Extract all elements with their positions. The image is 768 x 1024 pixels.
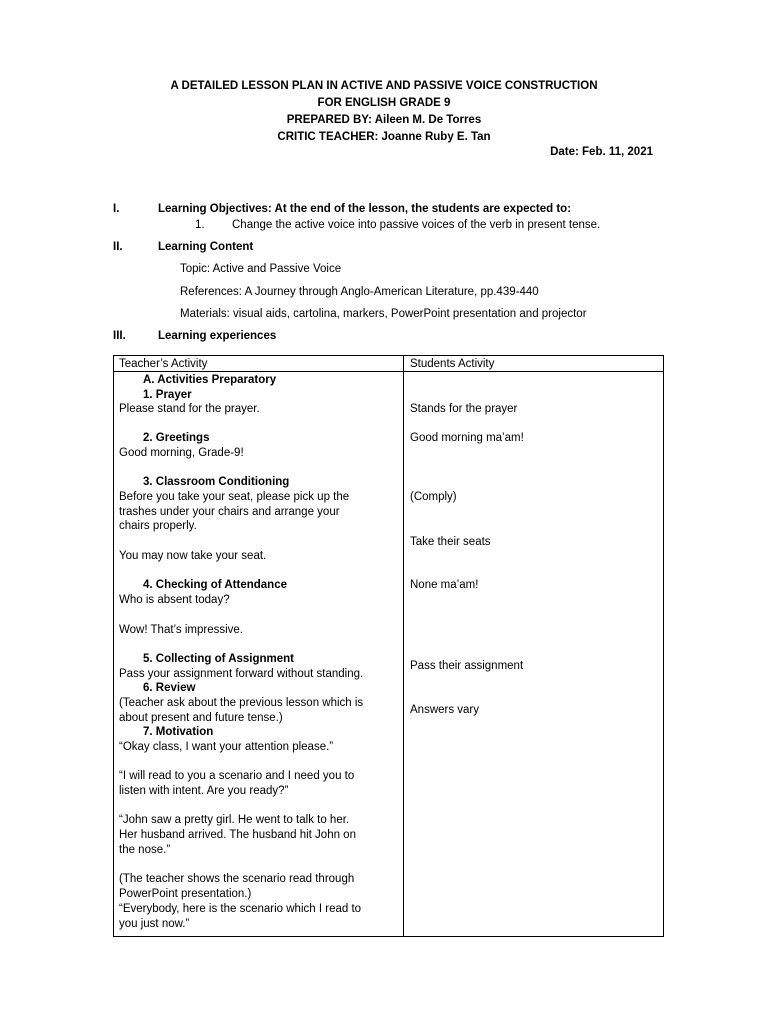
section-2-title: Learning Content bbox=[158, 241, 254, 253]
classroom-conditioning-line-2: trashes under your chairs and arrange your bbox=[119, 506, 340, 518]
review-heading: 6. Review bbox=[143, 682, 196, 694]
materials-line: Materials: visual aids, cartolina, markers, PowerPoint presentation and projector bbox=[180, 308, 587, 320]
classroom-conditioning-line-3: chairs properly. bbox=[119, 520, 197, 532]
table-column-divider bbox=[403, 355, 404, 937]
classroom-conditioning-line-1: Before you take your seat, please pick up the bbox=[119, 491, 350, 503]
students-activity-header: Students Activity bbox=[410, 358, 495, 370]
motivation-line-9: “Everybody, here is the scenario which I read to bbox=[119, 903, 362, 915]
section-3-title: Learning experiences bbox=[158, 330, 277, 342]
assignment-heading: 5. Collecting of Assignment bbox=[143, 653, 295, 665]
assignment-line-1: Pass your assignment forward without standing. bbox=[119, 668, 364, 680]
motivation-heading: 7. Motivation bbox=[143, 726, 214, 738]
motivation-line-6: the nose.” bbox=[119, 844, 171, 856]
student-response-attendance: None ma’am! bbox=[410, 579, 479, 591]
objective-number: 1. bbox=[195, 219, 205, 231]
section-1-title: Learning Objectives: bbox=[158, 203, 272, 215]
lesson-date: Date: Feb. 11, 2021 bbox=[550, 146, 653, 158]
greetings-heading: 2. Greetings bbox=[143, 432, 210, 444]
motivation-line-4: “John saw a pretty girl. He went to talk to her. bbox=[119, 814, 350, 826]
classroom-conditioning-line-4: You may now take your seat. bbox=[119, 550, 267, 562]
objective-text: Change the active voice into passive voices of the verb in present tense. bbox=[232, 219, 601, 231]
attendance-line-1: Who is absent today? bbox=[119, 594, 230, 606]
section-2-number: II. bbox=[113, 241, 123, 253]
topic-line: Topic: Active and Passive Voice bbox=[180, 263, 342, 275]
section-3-number: III. bbox=[113, 330, 126, 342]
motivation-line-3: listen with intent. Are you ready?” bbox=[119, 785, 289, 797]
section-1-number: I. bbox=[113, 203, 120, 215]
review-line-2: about present and future tense.) bbox=[119, 712, 283, 724]
student-response-assignment: Pass their assignment bbox=[410, 660, 524, 672]
activities-preparatory-heading: A. Activities Preparatory bbox=[143, 374, 277, 386]
motivation-line-1: “Okay class, I want your attention please.” bbox=[119, 741, 334, 753]
attendance-heading: 4. Checking of Attendance bbox=[143, 579, 287, 591]
student-response-review: Answers vary bbox=[410, 704, 480, 716]
prepared-by: PREPARED BY: Aileen M. De Torres bbox=[286, 114, 482, 126]
motivation-line-10: you just now.” bbox=[119, 918, 190, 930]
teacher-activity-header: Teacher’s Activity bbox=[119, 358, 208, 370]
section-1-intro: At the end of the lesson, the students are expected to: bbox=[271, 203, 572, 215]
student-response-seats: Take their seats bbox=[410, 536, 491, 548]
motivation-line-8: PowerPoint presentation.) bbox=[119, 888, 252, 900]
critic-teacher: CRITIC TEACHER: Joanne Ruby E. Tan bbox=[277, 131, 491, 143]
prayer-heading: 1. Prayer bbox=[143, 389, 192, 401]
student-response-prayer: Stands for the prayer bbox=[410, 403, 518, 415]
attendance-line-2: Wow! That’s impressive. bbox=[119, 624, 243, 636]
student-response-greetings: Good morning ma’am! bbox=[410, 432, 524, 444]
motivation-line-7: (The teacher shows the scenario read through bbox=[119, 873, 355, 885]
greetings-text: Good morning, Grade-9! bbox=[119, 447, 244, 459]
classroom-conditioning-heading: 3. Classroom Conditioning bbox=[143, 476, 290, 488]
review-line-1: (Teacher ask about the previous lesson which is bbox=[119, 697, 364, 709]
motivation-line-2: “I will read to you a scenario and I need you to bbox=[119, 770, 355, 782]
section-1-heading bbox=[158, 202, 571, 217]
prayer-text: Please stand for the prayer. bbox=[119, 403, 260, 415]
references-line: References: A Journey through Anglo-American Literature, pp.439-440 bbox=[180, 286, 539, 298]
student-response-comply: (Comply) bbox=[410, 491, 457, 503]
document-title: A DETAILED LESSON PLAN IN ACTIVE AND PASSIVE VOICE CONSTRUCTION bbox=[170, 80, 598, 92]
motivation-line-5: Her husband arrived. The husband hit John on bbox=[119, 829, 356, 841]
grade-subtitle: FOR ENGLISH GRADE 9 bbox=[317, 97, 451, 109]
